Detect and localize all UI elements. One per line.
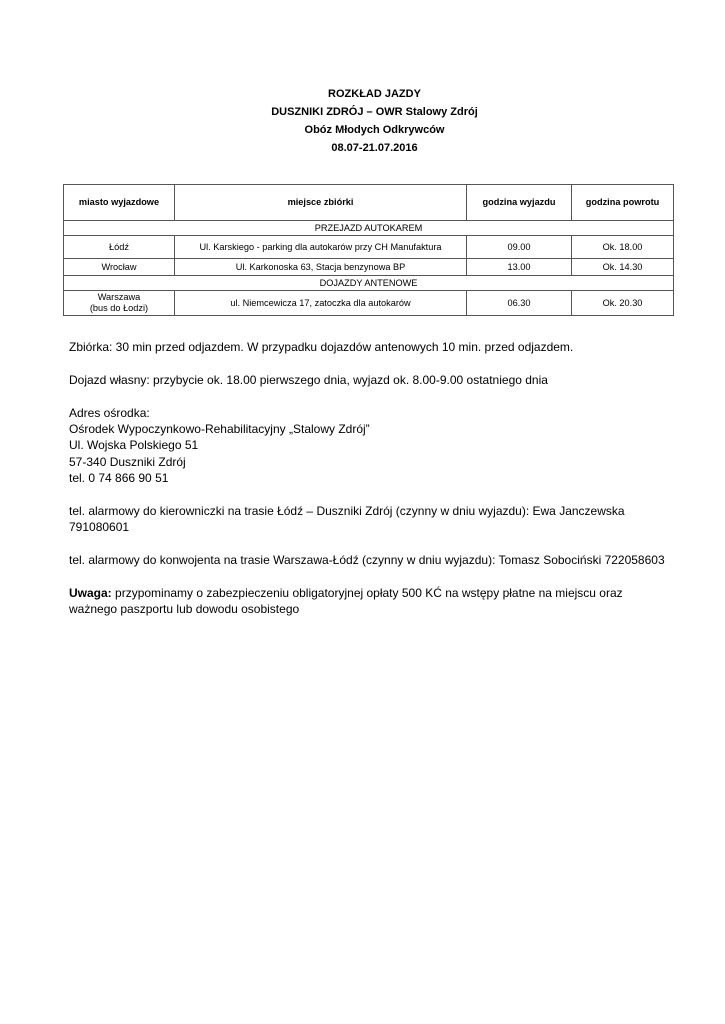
header-dates: 08.07-21.07.2016 bbox=[331, 142, 418, 154]
note-paragraph bbox=[69, 585, 699, 601]
cell-city bbox=[64, 291, 175, 316]
gathering-text: Zbiórka: 30 min przed odjazdem. W przypadku dojazdów antenowych 10 min. przed odjazdem. bbox=[69, 340, 574, 354]
section-label-bus: PRZEJAZD AUTOKAREM bbox=[64, 221, 674, 236]
address-city: 57-340 Duszniki Zdrój bbox=[69, 454, 186, 469]
address-label: Adres ośrodka: bbox=[69, 405, 150, 420]
cell-city: Łódź bbox=[64, 236, 175, 259]
cell-city-note: (bus do Łodzi) bbox=[89, 303, 149, 313]
document-header bbox=[0, 85, 725, 157]
own-transport-text: Dojazd własny: przybycie ok. 18.00 pierwszego dnia, wyjazd ok. 8.00-9.00 ostatniego dnia bbox=[69, 372, 548, 387]
note-text: przypominamy o zabezpieczeniu obligatoryjnej opłaty 500 KĆ na wstępy płatne na miejscu oraz bbox=[111, 586, 623, 601]
alarm-phone-leader-number: 791080601 bbox=[69, 520, 130, 535]
cell-place: Ul. Karkonoska 63, Stacja benzynowa BP bbox=[175, 259, 467, 276]
table-row bbox=[64, 291, 674, 316]
alarm-phone-escort: tel. alarmowy do konwojenta na trasie Warszawa-Łódź (czynny w dniu wyjazdu): Tomasz Sobociński 722058603 bbox=[69, 553, 665, 568]
note-label: Uwaga: bbox=[69, 586, 112, 601]
section-label-antenna: DOJAZDY ANTENOWE bbox=[64, 276, 674, 291]
col-header-city: miasto wyjazdowe bbox=[64, 185, 175, 221]
cell-city-name: Warszawa bbox=[97, 292, 141, 302]
cell-place: ul. Niemcewicza 17, zatoczka dla autokarów bbox=[175, 291, 467, 316]
table-row bbox=[64, 236, 674, 259]
note-text-continued: ważnego paszportu lub dowodu osobistego bbox=[69, 602, 300, 617]
cell-depart: 09.00 bbox=[467, 236, 572, 259]
cell-place: Ul. Karskiego - parking dla autokarów przy CH Manufaktura bbox=[175, 236, 467, 259]
cell-return: Ok. 18.00 bbox=[572, 236, 674, 259]
section-row-antenna bbox=[64, 276, 674, 291]
section-row-bus bbox=[64, 221, 674, 236]
col-header-depart: godzina wyjazdu bbox=[467, 185, 572, 221]
header-route: DUSZNIKI ZDRÓJ – OWR Stalowy Zdrój bbox=[271, 106, 478, 118]
info-section bbox=[69, 339, 699, 618]
cell-city: Wrocław bbox=[64, 259, 175, 276]
col-header-place: miejsce zbiórki bbox=[175, 185, 467, 221]
cell-depart: 06.30 bbox=[467, 291, 572, 316]
col-header-return: godzina powrotu bbox=[572, 185, 674, 221]
address-phone: tel. 0 74 866 90 51 bbox=[69, 471, 169, 486]
alarm-phone-leader: tel. alarmowy do kierowniczki na trasie Łódź – Duszniki Zdrój (czynny w dniu wyjazdu): Ewa Janczewska bbox=[69, 504, 625, 519]
cell-return: Ok. 20.30 bbox=[572, 291, 674, 316]
schedule-table bbox=[63, 184, 674, 316]
header-title: ROZKŁAD JAZDY bbox=[328, 88, 421, 100]
cell-return: Ok. 14.30 bbox=[572, 259, 674, 276]
cell-depart: 13.00 bbox=[467, 259, 572, 276]
address-name: Ośrodek Wypoczynkowo-Rehabilitacyjny „Stalowy Zdrój” bbox=[69, 422, 370, 436]
table-row bbox=[64, 259, 674, 276]
address-street: Ul. Wojska Polskiego 51 bbox=[69, 438, 199, 453]
header-camp-name: Obóz Młodych Odkrywców bbox=[304, 124, 445, 136]
table-header-row bbox=[64, 185, 674, 221]
